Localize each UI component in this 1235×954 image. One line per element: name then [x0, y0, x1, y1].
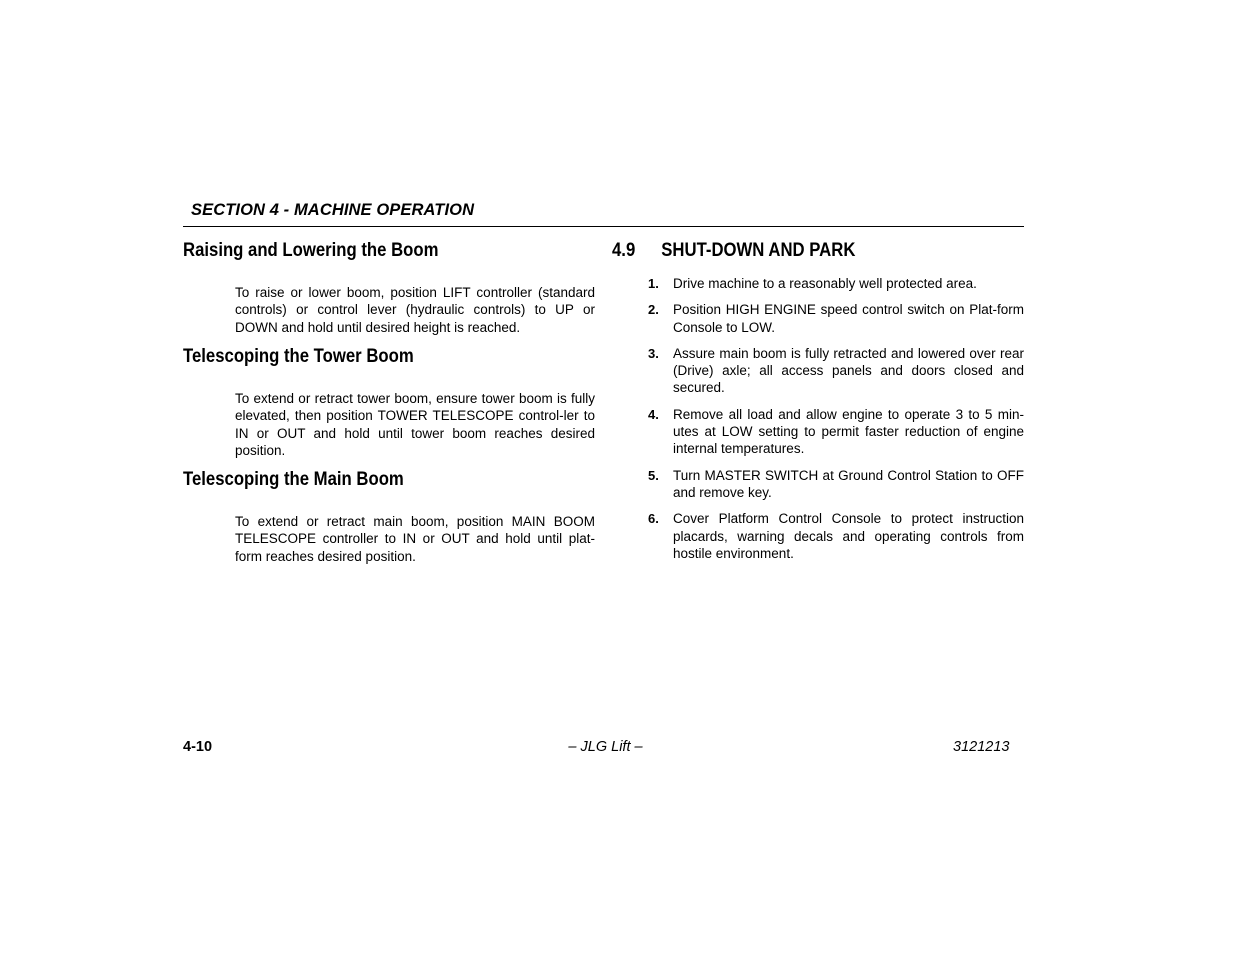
paragraph-telescoping-tower-boom: To extend or retract tower boom, ensure tower boom is fully elevated, then position TOWER TELESCOPE control-ler to IN or OUT and hold until tower boom reaches desired position. — [235, 391, 595, 458]
step-number: 5. — [648, 467, 659, 483]
step-text: Position HIGH ENGINE speed control switch on Plat-form Console to LOW. — [673, 302, 1024, 335]
shutdown-steps-list — [648, 275, 1024, 571]
header-divider — [183, 226, 1024, 227]
list-item — [648, 510, 1024, 562]
list-item — [648, 406, 1024, 458]
step-number: 4. — [648, 406, 659, 422]
list-item — [648, 301, 1024, 336]
list-item — [648, 467, 1024, 502]
section-header: SECTION 4 - MACHINE OPERATION — [191, 201, 475, 219]
page-number: 4-10 — [183, 739, 213, 755]
step-number: 1. — [648, 276, 659, 291]
footer-title: – JLG Lift – — [568, 739, 643, 755]
heading-raising-lowering-boom: Raising and Lowering the Boom — [183, 240, 439, 261]
list-item — [648, 345, 1024, 397]
heading-telescoping-main-boom: Telescoping the Main Boom — [183, 469, 404, 490]
heading-shutdown-park — [612, 240, 855, 262]
document-number: 3121213 — [953, 739, 1010, 755]
step-text: Drive machine to a reasonably well protected area. — [673, 276, 977, 291]
paragraph-telescoping-main-boom: To extend or retract main boom, position MAIN BOOM TELESCOPE controller to IN or OUT and hold until plat-form reaches desired position. — [235, 514, 595, 564]
step-number: 6. — [648, 511, 659, 527]
step-number: 3. — [648, 345, 659, 361]
heading-telescoping-tower-boom: Telescoping the Tower Boom — [183, 346, 414, 367]
paragraph-raising-lowering-boom: To raise or lower boom, position LIFT controller (standard controls) or control lever (hydraulic controls) to UP or DOWN and hold until desired height is reached. — [235, 285, 595, 335]
step-text: Assure main boom is fully retracted and lowered over rear (Drive) axle; all access panels and doors closed and secured. — [673, 345, 1024, 396]
step-text: Remove all load and allow engine to operate 3 to 5 min-utes at LOW setting to permit faster reduction of engine internal temperatures. — [673, 406, 1024, 457]
section-number: 4.9 — [612, 240, 636, 261]
step-number: 2. — [648, 302, 659, 318]
list-item — [648, 275, 1024, 292]
section-title: SHUT-DOWN AND PARK — [661, 240, 856, 261]
step-text: Cover Platform Control Console to protect instruction placards, warning decals and operating controls from hostile environment. — [673, 511, 1024, 561]
step-text: Turn MASTER SWITCH at Ground Control Station to OFF and remove key. — [673, 467, 1024, 500]
